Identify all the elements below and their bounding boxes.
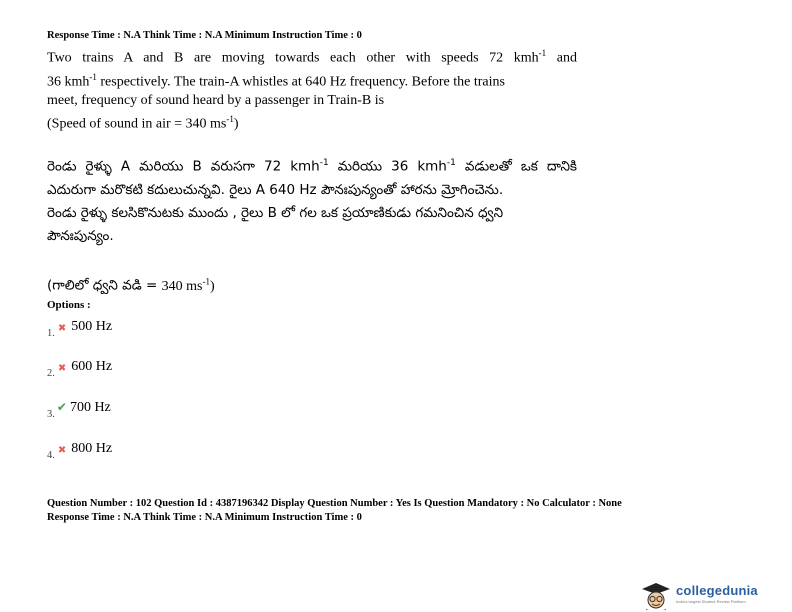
telugu-line-3: రెండు రైళ్ళు కలసికొనుటకు ముందు , రైలు B లో గల ఒక ప్రయాణికుడు గమనించిన ధ్వని: [47, 204, 504, 221]
header-timing: Response Time : N.A Think Time : N.A Minimum Instruction Time : 0: [47, 30, 362, 41]
graduate-mascot-icon: [640, 582, 672, 610]
question-info: Question Number : 102 Question Id : 4387196342 Display Question Number : Yes Is Question Mandatory : No Calculator : None: [47, 498, 622, 509]
option-value: 500 Hz: [71, 319, 113, 334]
option-3[interactable]: [47, 400, 111, 420]
logo-tagline: India's largest Student Review Platform: [676, 599, 746, 604]
wrong-cross-icon: ✖: [57, 323, 67, 334]
footer-timing: Response Time : N.A Think Time : N.A Minimum Instruction Time : 0: [47, 512, 362, 523]
correct-check-icon: ✔: [56, 400, 67, 414]
option-value: 700 Hz: [69, 400, 111, 415]
telugu-line-4: పౌనఃపున్యం.: [47, 227, 114, 244]
option-value: 800 Hz: [71, 441, 113, 456]
option-number: 2.: [47, 368, 55, 379]
option-number: 4.: [47, 450, 55, 461]
option-1[interactable]: [47, 319, 113, 339]
logo-wordmark: collegedunia: [676, 583, 758, 598]
option-number: 1.: [47, 328, 55, 339]
option-4[interactable]: [47, 441, 113, 461]
wrong-cross-icon: ✖: [57, 363, 67, 374]
options-label: Options :: [47, 299, 91, 311]
option-2[interactable]: [47, 359, 113, 379]
speed-of-sound-note: (Speed of sound in air = 340 $ms^{-1}$): [47, 114, 239, 132]
collegedunia-logo: [640, 582, 788, 610]
question-line-2: 36 kmh$^{-1}$ respectively. The train-A whistles at 640 Hz frequency. Before the trains: [47, 71, 505, 90]
speed-of-sound-note-telugu: (గాలిలో ధ్వని వడి = 340 $ms^{-1}$): [47, 276, 215, 294]
question-line-1: Two trains A and B are moving towards each other with speeds 72 kmh$^{-1}$ and: [47, 48, 578, 66]
question-line-3: meet, frequency of sound heard by a passenger in Train-B is: [47, 93, 385, 109]
telugu-line-1: రెండు రైళ్ళు A మరియు B వరుసగా 72 kmh$^{-1}$ మరియు 36 kmh$^{-1}$ వడులతో ఒక దానికి: [47, 158, 577, 175]
option-number: 3.: [47, 409, 55, 420]
telugu-line-2: ఎదురుగా మరొకటి కదులుచున్నవి. రైలు A 640 Hz పౌనఃపున్యంతో హారను మ్రోగించెను.: [47, 181, 504, 198]
wrong-cross-icon: ✖: [57, 445, 67, 456]
option-value: 600 Hz: [71, 359, 113, 374]
question-telugu: [47, 152, 577, 248]
question-english: [47, 44, 577, 110]
